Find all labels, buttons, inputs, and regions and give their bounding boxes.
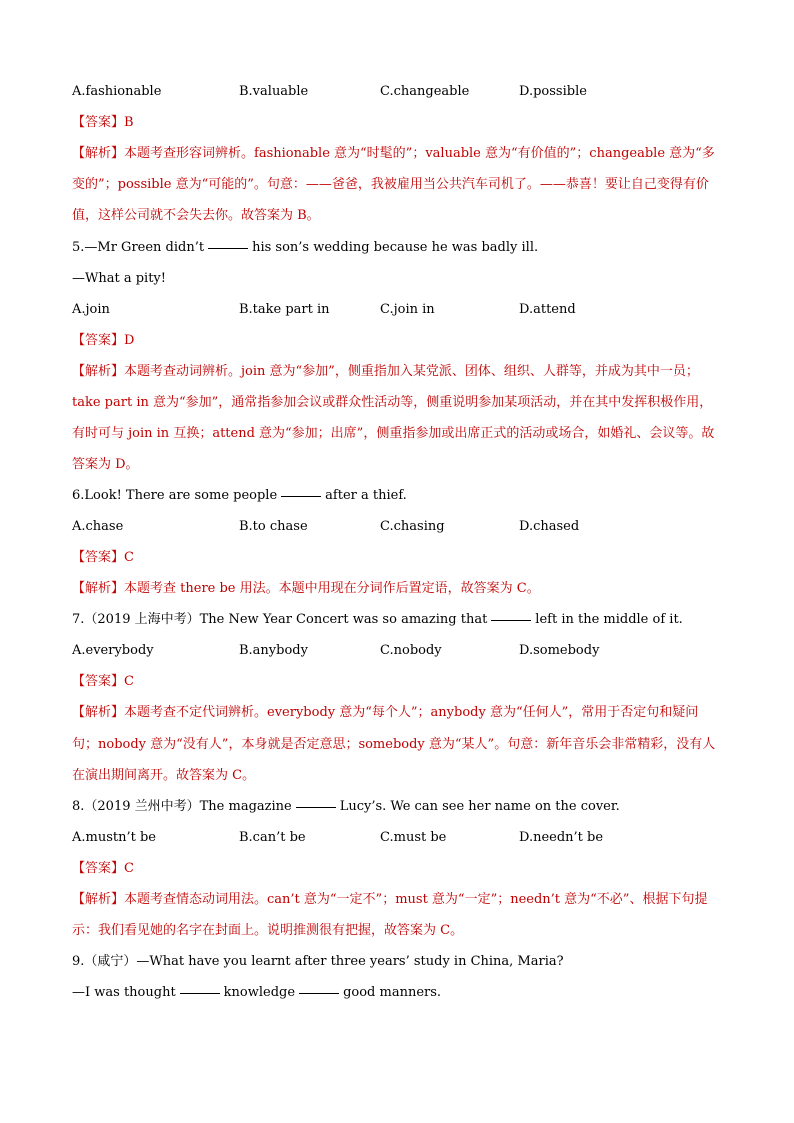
- q5-stem: [72, 232, 722, 263]
- q9-reply-c: good manners.: [343, 985, 442, 1001]
- q5-stem-b: his son’s wedding because he was badly ill.: [252, 239, 539, 255]
- answer-blank: [296, 806, 336, 808]
- q5-answer: [72, 325, 722, 356]
- q7-stem-b: left in the middle of it.: [535, 612, 683, 628]
- q4-analysis: [72, 138, 722, 232]
- q7-stem-a: 7.（2019 上海中考）The New Year Concert was so amazing that: [72, 612, 488, 628]
- q7-options: [72, 635, 722, 666]
- q5-stem-a: 5.—Mr Green didn’t: [72, 239, 205, 255]
- answer-blank: [208, 247, 248, 249]
- q7-analysis: [72, 697, 722, 791]
- q7-stem: [72, 604, 722, 635]
- q6-stem-a: 6.Look! There are some people: [72, 488, 278, 504]
- q7-option-b: B.anybody: [239, 643, 308, 659]
- q6-option-a: A.chase: [72, 519, 124, 535]
- analysis-label: 【解析】: [72, 705, 125, 721]
- q8-stem: [72, 791, 722, 822]
- q5-reply: —What a pity!: [72, 270, 166, 286]
- answer-label: 【答案】: [72, 861, 125, 877]
- q4-option-a: A.fashionable: [72, 84, 162, 99]
- q8-option-c: C.must be: [380, 830, 447, 846]
- answer-label: 【答案】: [72, 115, 125, 130]
- q5-option-b: B.take part in: [239, 301, 330, 317]
- q8-option-d: D.needn’t be: [519, 830, 604, 846]
- q4-option-b: B.valuable: [239, 84, 309, 99]
- answer-value: C: [124, 550, 134, 566]
- answer-value: B: [124, 115, 134, 130]
- analysis-text: 本题考查不定代词辨析。everybody 意为“每个人”；anybody 意为“任何人”，常用于否定句和疑问句；nobody 意为“没有人”，本身就是否定意思；somebody 意为“某人”。句意：新年音乐会非常精彩，没有人在演出期间离开。故答案为 C。: [72, 705, 716, 783]
- q6-options: [72, 511, 722, 542]
- q8-stem-b: Lucy’s. We can see her name on the cover.: [339, 799, 620, 815]
- answer-label: 【答案】: [72, 550, 125, 566]
- q9-reply-b: knowledge: [223, 985, 296, 1001]
- q9-reply: [72, 977, 722, 1008]
- q4-options: [72, 76, 722, 107]
- q5-options: [72, 294, 722, 325]
- q8-option-b: B.can’t be: [239, 830, 306, 846]
- answer-blank: [491, 619, 531, 621]
- q6-option-d: D.chased: [519, 519, 580, 535]
- q8-option-a: A.mustn’t be: [72, 830, 156, 846]
- q8-options: [72, 822, 722, 853]
- q6-option-b: B.to chase: [239, 519, 308, 535]
- q6-analysis: [72, 573, 722, 604]
- q8-answer: [72, 853, 722, 884]
- q7-option-c: C.nobody: [380, 643, 442, 659]
- q6-option-c: C.chasing: [380, 519, 445, 535]
- q5-option-c: C.join in: [380, 301, 435, 317]
- q9-stem: 9.（咸宁）—What have you learnt after three years’ study in China, Maria?: [72, 954, 564, 970]
- q6-stem-b: after a thief.: [325, 488, 407, 504]
- q7-option-a: A.everybody: [72, 643, 154, 659]
- answer-value: D: [124, 332, 135, 348]
- answer-value: C: [124, 674, 134, 690]
- analysis-text: 本题考查情态动词用法。can’t 意为“一定不”；must 意为“一定”；needn’t 意为“不必”、根据下句提示：我们看见她的名字在封面上。说明推测很有把握，故答案为 C。: [72, 892, 708, 939]
- q7-answer: [72, 666, 722, 697]
- q5-analysis: [72, 356, 722, 481]
- analysis-label: 【解析】: [72, 363, 125, 379]
- answer-value: C: [124, 861, 134, 877]
- q4-option-d: D.possible: [519, 84, 587, 99]
- analysis-label: 【解析】: [72, 146, 125, 161]
- q8-stem-a: 8.（2019 兰州中考）The magazine: [72, 799, 292, 815]
- q9-reply-a: —I was thought: [72, 985, 176, 1001]
- q7-option-d: D.somebody: [519, 643, 600, 659]
- answer-blank: [180, 992, 220, 994]
- analysis-label: 【解析】: [72, 581, 125, 597]
- document-page: [72, 76, 722, 1008]
- analysis-text: 本题考查形容词辨析。fashionable 意为“时髦的”；valuable 意为“有价值的”；changeable 意为“多变的”；possible 意为“可能的”。句意：——爸爸，我被雇用当公共汽车司机了。——恭喜！要让自己变得有价值，这样公司就不会失去你。故答案为 B。: [72, 146, 715, 224]
- q5-option-d: D.attend: [519, 301, 576, 317]
- answer-label: 【答案】: [72, 674, 125, 690]
- q6-stem: [72, 480, 722, 511]
- q8-analysis: [72, 884, 722, 946]
- analysis-label: 【解析】: [72, 892, 125, 908]
- answer-blank: [281, 495, 321, 497]
- answer-label: 【答案】: [72, 332, 125, 348]
- analysis-text: 本题考查 there be 用法。本题中用现在分词作后置定语，故答案为 C。: [124, 581, 540, 597]
- q5-option-a: A.join: [72, 301, 110, 317]
- answer-blank: [299, 992, 339, 994]
- q6-answer: [72, 542, 722, 573]
- q4-answer: [72, 107, 722, 138]
- analysis-text: 本题考查动词辨析。join 意为“参加”，侧重指加入某党派、团体、组织、人群等，并成为其中一员；take part in 意为“参加”，通常指参加会议或群众性活动等，侧重说明参加某项活动，并在其中发挥积极作用，有时可与 join in 互换；attend 意为“参加；出席”，侧重指参加或出席正式的活动或场合，如婚礼、会议等。故答案为 D。: [72, 363, 715, 473]
- q4-option-c: C.changeable: [380, 84, 470, 99]
